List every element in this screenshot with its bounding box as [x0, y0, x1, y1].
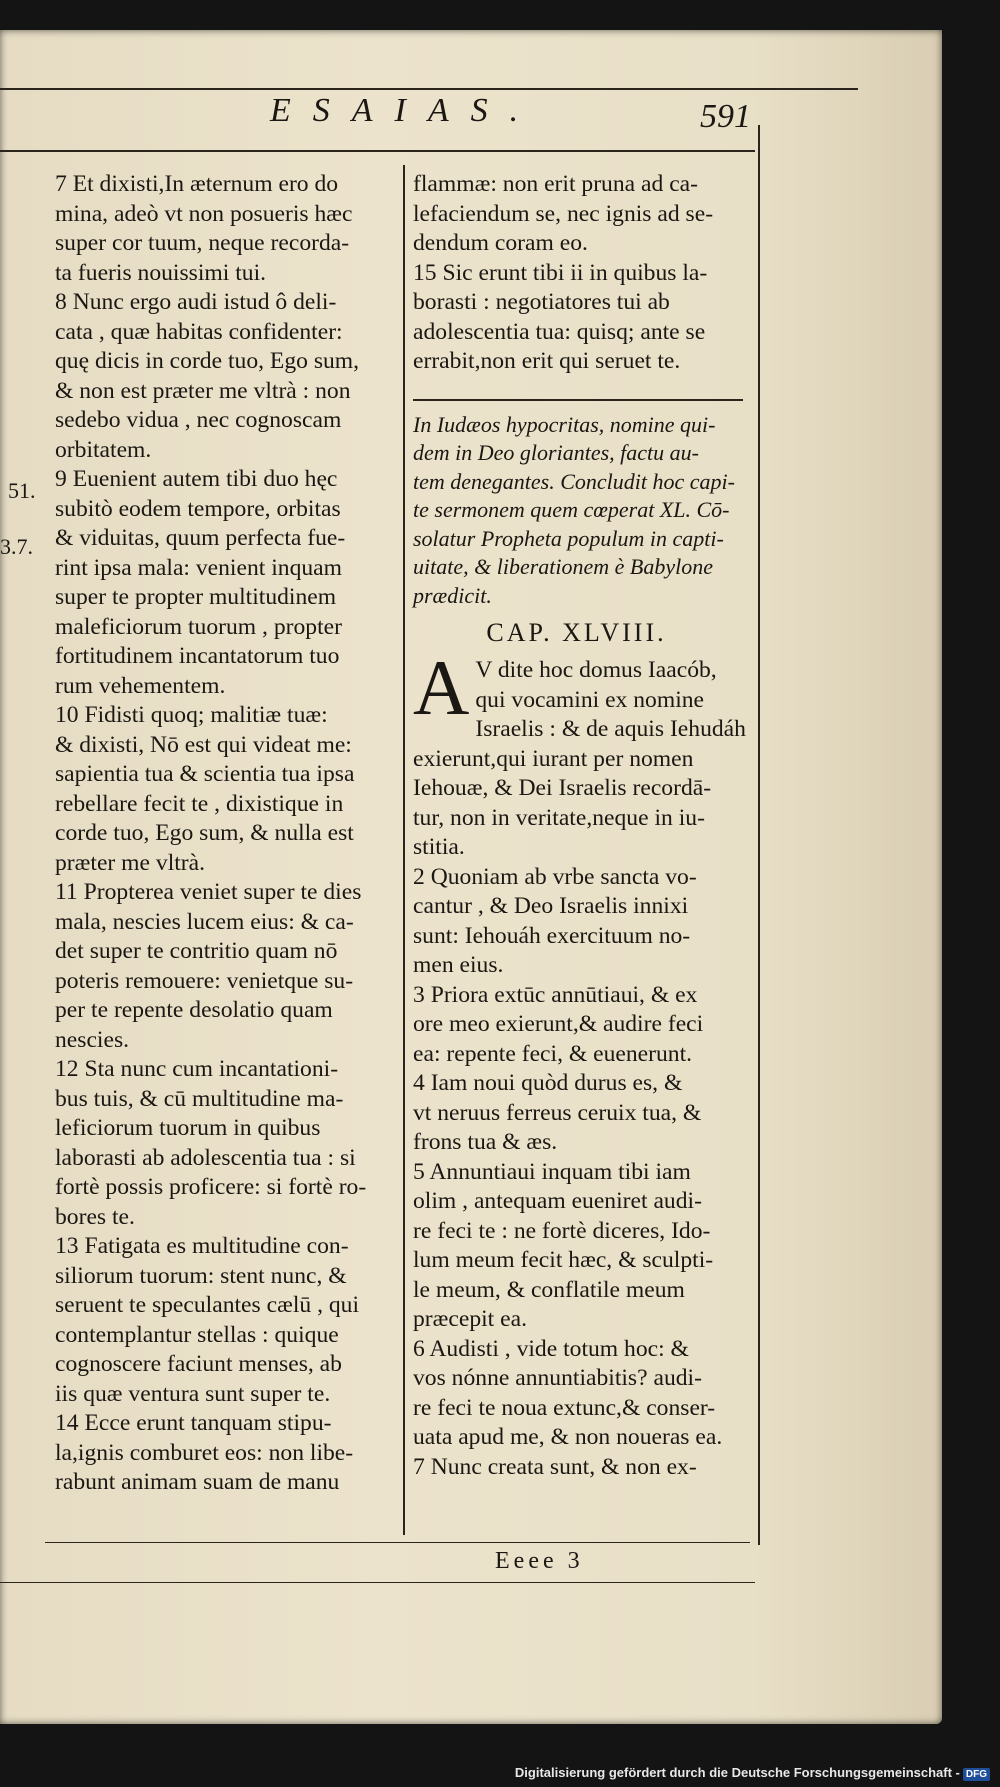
- text-line: ta fueris nouissimi tui.: [55, 259, 267, 286]
- text-line: rint ipsa mala: venient inquam: [55, 554, 342, 581]
- text-line: la,ignis comburet eos: non libe-: [55, 1439, 354, 1466]
- text-line: fortitudinem incantatorum tuo: [55, 643, 340, 669]
- text-line: vos nónne annuntiabitis? audi-: [413, 1365, 702, 1391]
- summary-line: dem in Deo gloriantes, factu au-: [413, 440, 699, 465]
- text-line: sedebo vidua , nec cognoscam: [55, 407, 342, 433]
- text-line: V dite hoc domus Iaacób,: [475, 657, 717, 683]
- margin-note-1: 51.: [8, 478, 36, 503]
- summary-line: tem denegantes. Concludit hoc capi-: [413, 468, 735, 494]
- digitization-credit: [515, 1765, 990, 1781]
- text-line: stitia.: [413, 834, 465, 860]
- summary-line: In Iudæos hypocritas, nomine qui-: [413, 411, 716, 437]
- text-line: olim , antequam eueniret audi-: [413, 1188, 702, 1214]
- text-line: Iehouæ, & Dei Israelis recordā-: [413, 775, 712, 801]
- text-line: subitò eodem tempore, orbitas: [55, 495, 341, 522]
- text-line: 10 Fidisti quoq; malitiæ tuæ:: [55, 702, 328, 728]
- text-line: frons tua & æs.: [413, 1129, 558, 1155]
- text-line: sunt: Iehouáh exercituum no-: [413, 922, 691, 949]
- text-line: & viduitas, quum perfecta fue-: [55, 525, 346, 551]
- text-line: quę dicis in corde tuo, Ego sum,: [55, 348, 360, 374]
- text-line: 15 Sic erunt tibi ii in quibus la-: [413, 259, 708, 286]
- text-line: laborasti ab adolescentia tua : si: [55, 1144, 356, 1171]
- text-line: maleficiorum tuorum , propter: [55, 613, 342, 640]
- margin-note-2: 3.7.: [0, 534, 33, 559]
- text-line: exierunt,qui iurant per nomen: [413, 745, 694, 772]
- text-line: men eius.: [413, 952, 504, 978]
- text-line: præter me vltrà.: [55, 849, 206, 876]
- text-line: 12 Sta nunc cum incantationi-: [55, 1056, 339, 1082]
- page-bottom-rule: [0, 1582, 755, 1583]
- footer-rule: [45, 1542, 750, 1543]
- text-line: 8 Nunc ergo audi istud ô deli-: [55, 289, 337, 315]
- text-line: 5 Annuntiaui inquam tibi iam: [413, 1158, 691, 1185]
- text-line: 13 Fatigata es multitudine con-: [55, 1233, 349, 1259]
- text-line: nescies.: [55, 1026, 130, 1053]
- text-line: poteris remouere: venietque su-: [55, 967, 354, 994]
- text-line: siliorum tuorum: stent nunc, &: [55, 1262, 347, 1289]
- text-line: 2 Quoniam ab vrbe sancta vo-: [413, 863, 697, 890]
- right-column: [413, 170, 746, 1482]
- text-line: uata apud me, & non noueras ea.: [413, 1424, 723, 1450]
- text-line: præcepit ea.: [413, 1306, 527, 1332]
- running-title: ESAIAS.: [270, 92, 541, 129]
- summary-line: solatur Propheta populum in capti-: [413, 525, 724, 551]
- text-line: 11 Propterea veniet super te dies: [55, 879, 362, 905]
- text-line: Israelis : & de aquis Iehudáh: [475, 716, 746, 742]
- text-line: 14 Ecce erunt tanquam stipu-: [55, 1410, 332, 1436]
- text-line: tur, non in veritate,neque in iu-: [413, 804, 705, 831]
- text-line: re feci te noua extunc,& conser-: [413, 1394, 716, 1421]
- page-number: 591: [700, 98, 751, 135]
- right-frame-line: [758, 125, 760, 1545]
- text-line: seruent te speculantes cælū , qui: [55, 1292, 360, 1318]
- text-line: corde tuo, Ego sum, & nulla est: [55, 820, 354, 846]
- signature-mark: Eeee 3: [495, 1548, 584, 1574]
- text-line: cognoscere faciunt menses, ab: [55, 1351, 342, 1377]
- text-line: det super te contritio quam nō: [55, 938, 338, 964]
- summary-line: prædicit.: [413, 582, 492, 608]
- dfg-logo: DFG: [963, 1768, 990, 1781]
- text-line: super cor tuum, neque recorda-: [55, 230, 350, 256]
- credit-text: Digitalisierung gefördert durch die Deutsche Forschungsgemeinschaft -: [514, 1765, 960, 1780]
- summary-rule: [413, 399, 743, 401]
- text-line: dendum coram eo.: [413, 230, 588, 256]
- text-line: lefaciendum se, nec ignis ad se-: [413, 200, 714, 227]
- text-line: re feci te : ne fortè diceres, Ido-: [413, 1217, 711, 1244]
- text-line: 3 Priora extūc annūtiaui, & ex: [413, 981, 698, 1008]
- text-line: leficiorum tuorum in quibus: [55, 1115, 321, 1141]
- text-line: mina, adeò vt non posueris hæc: [55, 200, 353, 227]
- chapter-summary: [413, 411, 740, 611]
- text-line: cantur , & Deo Israelis innixi: [413, 893, 689, 919]
- text-line: ore meo exierunt,& audire feci: [413, 1011, 704, 1037]
- summary-line: te sermonem quem cœperat XL. Cō-: [413, 497, 730, 522]
- text-line: lum meum fecit hæc, & sculpti-: [413, 1247, 714, 1273]
- text-line: qui vocamini ex nomine: [475, 686, 705, 713]
- text-line: 7 Et dixisti,In æternum ero do: [55, 171, 339, 197]
- text-line: cata , quæ habitas confidenter:: [55, 318, 343, 345]
- text-line: fortè possis proficere: si fortè ro-: [55, 1174, 367, 1200]
- text-line: per te repente desolatio quam: [55, 997, 333, 1023]
- text-line: bores te.: [55, 1203, 135, 1230]
- text-line: 9 Euenient autem tibi duo hęc: [55, 466, 338, 492]
- text-line: super te propter multitudinem: [55, 584, 337, 610]
- text-line: ea: repente feci, & euenerunt.: [413, 1040, 693, 1067]
- text-line: vt neruus ferreus ceruix tua, &: [413, 1099, 702, 1126]
- chapter-text: [413, 644, 746, 1482]
- text-line: rabunt animam suam de manu: [55, 1469, 340, 1495]
- header-rule-top: [0, 88, 858, 90]
- text-line: errabit,non erit qui seruet te.: [413, 348, 681, 374]
- text-line: 6 Audisti , vide totum hoc: &: [413, 1335, 689, 1362]
- text-line: orbitatem.: [55, 436, 152, 463]
- text-line: & non est præter me vltrà : non: [55, 377, 351, 404]
- column-divider: [403, 165, 405, 1535]
- text-line: rebellare fecit te , dixistique in: [55, 790, 344, 817]
- text-line: contemplantur stellas : quique: [55, 1321, 339, 1348]
- summary-line: uitate, & liberationem è Babylone: [413, 554, 713, 579]
- text-line: 4 Iam noui quòd durus es, &: [413, 1070, 683, 1096]
- text-line: flammæ: non erit pruna ad ca-: [413, 171, 698, 197]
- text-line: iis quæ ventura sunt super te.: [55, 1380, 331, 1407]
- text-line: bus tuis, & cū multitudine ma-: [55, 1085, 344, 1112]
- text-line: 7 Nunc creata sunt, & non ex-: [413, 1453, 697, 1480]
- text-line: rum vehementem.: [55, 672, 226, 699]
- text-line: sapientia tua & scientia tua ipsa: [55, 761, 355, 787]
- drop-cap: A: [413, 644, 470, 731]
- text-line: & dixisti, Nō est qui videat me:: [55, 731, 352, 758]
- header-rule-bottom: [0, 150, 755, 152]
- chapter-heading: CAP. XLVIII.: [486, 618, 667, 647]
- left-column: [55, 170, 395, 1498]
- text-line: borasti : negotiatores tui ab: [413, 289, 670, 315]
- right-column-top: [413, 170, 740, 377]
- text-line: adolescentia tua: quisq; ante se: [413, 318, 706, 345]
- text-line: mala, nescies lucem eius: & ca-: [55, 908, 354, 935]
- text-line: le meum, & conflatile meum: [413, 1276, 685, 1303]
